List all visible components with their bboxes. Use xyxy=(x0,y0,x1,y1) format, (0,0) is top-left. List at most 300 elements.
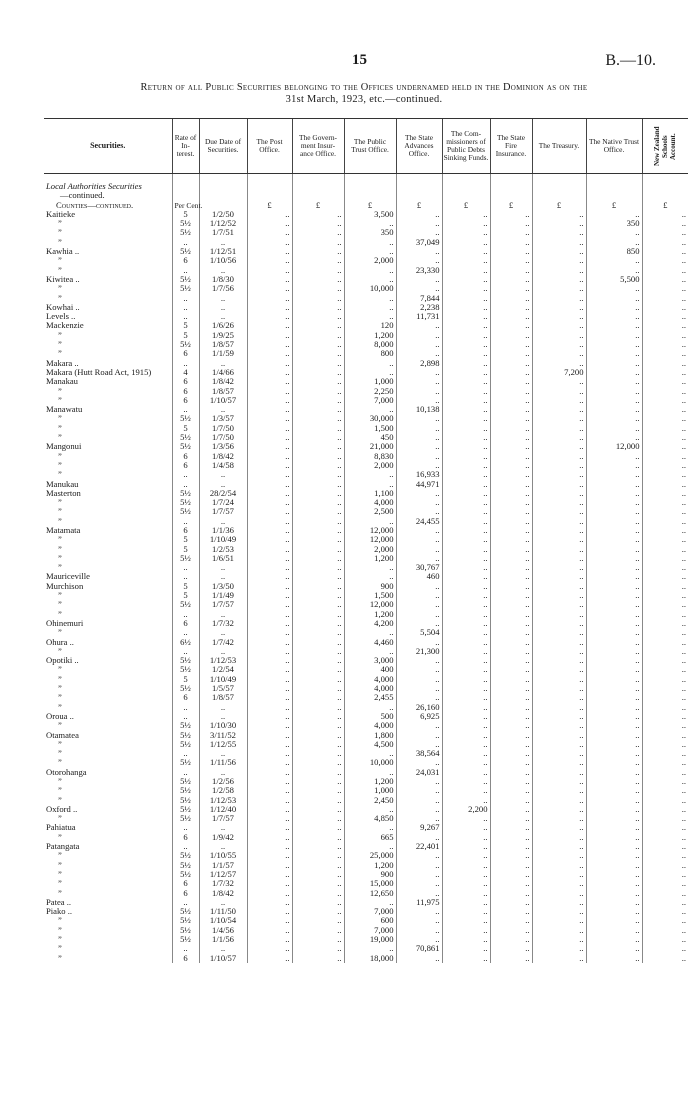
cell-schools-account: .. xyxy=(642,461,688,470)
cell-native-trust: .. xyxy=(586,517,642,526)
cell-treasury: .. xyxy=(532,452,586,461)
cell-state-advances: 24,455 xyxy=(396,517,442,526)
cell-post-office: .. xyxy=(247,442,292,451)
cell-post-office: .. xyxy=(247,805,292,814)
cell-sinking-funds: .. xyxy=(442,935,490,944)
cell-native-trust: .. xyxy=(586,545,642,554)
table-row xyxy=(44,656,688,665)
cell-post-office: .. xyxy=(247,879,292,888)
cell-sinking-funds: .. xyxy=(442,638,490,647)
cell-rate: 5½ xyxy=(172,731,199,740)
cell-state-fire: .. xyxy=(490,563,532,572)
cell-govt-insurance: .. xyxy=(292,498,344,507)
cell-treasury: .. xyxy=(532,517,586,526)
cell-state-advances: .. xyxy=(396,684,442,693)
cell-due-date: 1/5/57 xyxy=(199,684,247,693)
cell-rate: .. xyxy=(172,703,199,712)
cell-security-name: Ohinemuri xyxy=(46,617,84,628)
cell-treasury: .. xyxy=(532,740,586,749)
cell-sinking-funds: .. xyxy=(442,861,490,870)
cell-security-name: Mauriceville xyxy=(46,571,90,582)
table-row xyxy=(44,498,688,507)
cell-security-name: Kawhia .. xyxy=(46,246,80,257)
cell-govt-insurance: .. xyxy=(292,656,344,665)
cell-schools-account: .. xyxy=(642,535,688,544)
cell-schools-account: .. xyxy=(642,731,688,740)
cell-security-name: ” xyxy=(58,831,62,842)
cell-native-trust: .. xyxy=(586,926,642,935)
cell-post-office: .. xyxy=(247,405,292,414)
cell-schools-account: .. xyxy=(642,433,688,442)
cell-native-trust: .. xyxy=(586,312,642,321)
cell-state-fire: .. xyxy=(490,452,532,461)
cell-govt-insurance: .. xyxy=(292,572,344,581)
cell-state-advances: 11,731 xyxy=(396,312,442,321)
cell-due-date: 1/2/54 xyxy=(199,665,247,674)
cell-post-office: .. xyxy=(247,870,292,879)
cell-treasury: .. xyxy=(532,414,586,423)
cell-due-date: .. xyxy=(199,647,247,656)
cell-sinking-funds: .. xyxy=(442,303,490,312)
cell-public-trust: 8,830 xyxy=(344,452,396,461)
cell-security-name: ” xyxy=(58,748,62,759)
cell-rate: .. xyxy=(172,898,199,907)
cell-security-name: ” xyxy=(58,422,62,433)
cell-security-name: ” xyxy=(58,590,62,601)
cell-treasury: .. xyxy=(532,768,586,777)
cell-schools-account: .. xyxy=(642,898,688,907)
cell-state-advances: 26,160 xyxy=(396,703,442,712)
cell-govt-insurance: .. xyxy=(292,786,344,795)
cell-schools-account: .. xyxy=(642,591,688,600)
cell-due-date: 1/7/57 xyxy=(199,814,247,823)
cell-native-trust: .. xyxy=(586,731,642,740)
cell-sinking-funds: .. xyxy=(442,591,490,600)
cell-schools-account: .. xyxy=(642,247,688,256)
cell-rate: .. xyxy=(172,610,199,619)
cell-treasury: .. xyxy=(532,405,586,414)
table-row xyxy=(44,731,688,740)
cell-post-office: .. xyxy=(247,619,292,628)
cell-treasury: .. xyxy=(532,833,586,842)
cell-treasury: .. xyxy=(532,619,586,628)
cell-schools-account: .. xyxy=(642,414,688,423)
cell-state-advances: .. xyxy=(396,675,442,684)
cell-rate: 5½ xyxy=(172,907,199,916)
cell-native-trust: 5,500 xyxy=(586,275,642,284)
cell-rate: .. xyxy=(172,768,199,777)
table-row xyxy=(44,916,688,925)
cell-sinking-funds: .. xyxy=(442,796,490,805)
cell-security-name: ” xyxy=(58,664,62,675)
cell-treasury: .. xyxy=(532,786,586,795)
cell-security-name: ” xyxy=(58,952,62,963)
cell-rate: 5 xyxy=(172,591,199,600)
cell-schools-account: .. xyxy=(642,805,688,814)
cell-post-office: .. xyxy=(247,377,292,386)
cell-sinking-funds: .. xyxy=(442,452,490,461)
cell-state-fire: .. xyxy=(490,703,532,712)
cell-treasury: .. xyxy=(532,944,586,953)
cell-public-trust: .. xyxy=(344,368,396,377)
cell-post-office: .. xyxy=(247,219,292,228)
cell-security-name: ” xyxy=(58,720,62,731)
cell-rate: 6 xyxy=(172,377,199,386)
cell-schools-account: .. xyxy=(642,712,688,721)
cell-state-fire: .. xyxy=(490,275,532,284)
cell-native-trust: .. xyxy=(586,526,642,535)
cell-post-office: .. xyxy=(247,349,292,358)
cell-sinking-funds: .. xyxy=(442,535,490,544)
cell-govt-insurance: .. xyxy=(292,507,344,516)
table-row xyxy=(44,805,688,814)
cell-schools-account: .. xyxy=(642,740,688,749)
cell-govt-insurance: .. xyxy=(292,935,344,944)
cell-rate: 5½ xyxy=(172,777,199,786)
cell-security-name: ” xyxy=(58,776,62,786)
table-row xyxy=(44,452,688,461)
cell-due-date: 1/7/24 xyxy=(199,498,247,507)
cell-sinking-funds: .. xyxy=(442,321,490,330)
cell-state-fire: .. xyxy=(490,833,532,842)
cell-schools-account: .. xyxy=(642,284,688,293)
cell-state-fire: .. xyxy=(490,907,532,916)
cell-rate: .. xyxy=(172,405,199,414)
cell-rate: .. xyxy=(172,238,199,247)
cell-post-office: .. xyxy=(247,526,292,535)
cell-security-name: Levels .. xyxy=(46,311,76,322)
cell-schools-account: .. xyxy=(642,889,688,898)
cell-native-trust: .. xyxy=(586,405,642,414)
cell-due-date: 1/10/55 xyxy=(199,851,247,860)
cell-govt-insurance: .. xyxy=(292,805,344,814)
cell-sinking-funds: .. xyxy=(442,368,490,377)
cell-rate: 5½ xyxy=(172,219,199,228)
cell-native-trust: .. xyxy=(586,898,642,907)
table-row xyxy=(44,749,688,758)
cell-post-office: .. xyxy=(247,842,292,851)
cell-govt-insurance: .. xyxy=(292,359,344,368)
cell-govt-insurance: .. xyxy=(292,619,344,628)
cell-due-date: .. xyxy=(199,749,247,758)
cell-state-advances: .. xyxy=(396,349,442,358)
cell-rate: 5 xyxy=(172,210,199,219)
cell-public-trust: 2,450 xyxy=(344,796,396,805)
cell-state-fire: .. xyxy=(490,368,532,377)
col-header-state-advances: The State Advances Office. xyxy=(396,119,442,174)
cell-rate: 6 xyxy=(172,889,199,898)
cell-govt-insurance: .. xyxy=(292,665,344,674)
cell-post-office: .. xyxy=(247,433,292,442)
table-row xyxy=(44,470,688,479)
unit-govt-insurance: £ xyxy=(292,174,344,210)
cell-govt-insurance: .. xyxy=(292,582,344,591)
cell-public-trust: 400 xyxy=(344,665,396,674)
cell-native-trust: .. xyxy=(586,619,642,628)
cell-native-trust: .. xyxy=(586,935,642,944)
cell-schools-account: .. xyxy=(642,758,688,767)
cell-security-name: ” xyxy=(58,255,62,266)
cell-public-trust: 12,000 xyxy=(344,600,396,609)
table-row xyxy=(44,647,688,656)
cell-schools-account: .. xyxy=(642,210,688,219)
cell-rate: 5½ xyxy=(172,275,199,284)
cell-govt-insurance: .. xyxy=(292,721,344,730)
cell-due-date: 1/6/26 xyxy=(199,321,247,330)
cell-state-advances: .. xyxy=(396,582,442,591)
cell-native-trust: .. xyxy=(586,238,642,247)
cell-public-trust: 2,250 xyxy=(344,387,396,396)
cell-due-date: 1/8/30 xyxy=(199,275,247,284)
cell-post-office: .. xyxy=(247,944,292,953)
cell-post-office: .. xyxy=(247,675,292,684)
cell-post-office: .. xyxy=(247,582,292,591)
cell-state-advances: .. xyxy=(396,554,442,563)
cell-rate: 5½ xyxy=(172,796,199,805)
cell-state-advances: 10,138 xyxy=(396,405,442,414)
cell-sinking-funds: .. xyxy=(442,517,490,526)
cell-sinking-funds: .. xyxy=(442,582,490,591)
cell-state-advances: .. xyxy=(396,619,442,628)
cell-state-advances: .. xyxy=(396,247,442,256)
cell-state-fire: .. xyxy=(490,712,532,721)
cell-state-fire: .. xyxy=(490,312,532,321)
cell-due-date: 1/7/42 xyxy=(199,638,247,647)
cell-state-advances: .. xyxy=(396,916,442,925)
cell-post-office: .. xyxy=(247,777,292,786)
cell-rate: 6 xyxy=(172,452,199,461)
cell-security-name: Opotiki .. xyxy=(46,655,79,666)
page-title xyxy=(44,82,684,106)
cell-govt-insurance: .. xyxy=(292,294,344,303)
cell-native-trust: .. xyxy=(586,712,642,721)
table-row xyxy=(44,935,688,944)
cell-public-trust: 10,000 xyxy=(344,758,396,767)
cell-post-office: .. xyxy=(247,312,292,321)
cell-govt-insurance: .. xyxy=(292,554,344,563)
cell-govt-insurance: .. xyxy=(292,916,344,925)
table-row xyxy=(44,238,688,247)
cell-sinking-funds: .. xyxy=(442,405,490,414)
cell-native-trust: .. xyxy=(586,572,642,581)
cell-native-trust: .. xyxy=(586,665,642,674)
table-row xyxy=(44,851,688,860)
cell-due-date: 1/4/66 xyxy=(199,368,247,377)
cell-schools-account: .. xyxy=(642,572,688,581)
cell-schools-account: .. xyxy=(642,396,688,405)
cell-public-trust: 1,000 xyxy=(344,786,396,795)
cell-state-advances: .. xyxy=(396,926,442,935)
cell-schools-account: .. xyxy=(642,452,688,461)
cell-treasury: .. xyxy=(532,461,586,470)
cell-post-office: .. xyxy=(247,833,292,842)
cell-due-date: 1/4/56 xyxy=(199,926,247,935)
cell-sinking-funds: .. xyxy=(442,916,490,925)
cell-security-name: ” xyxy=(58,878,62,889)
table-row xyxy=(44,507,688,516)
cell-govt-insurance: .. xyxy=(292,814,344,823)
cell-public-trust: .. xyxy=(344,805,396,814)
table-row xyxy=(44,879,688,888)
cell-rate: 5½ xyxy=(172,414,199,423)
section-heading-continued: —continued. xyxy=(60,190,105,201)
cell-public-trust: 500 xyxy=(344,712,396,721)
cell-state-advances: .. xyxy=(396,610,442,619)
cell-due-date: 1/2/56 xyxy=(199,777,247,786)
cell-rate: .. xyxy=(172,647,199,656)
cell-post-office: .. xyxy=(247,340,292,349)
cell-rate: 6 xyxy=(172,693,199,702)
cell-public-trust: 800 xyxy=(344,349,396,358)
cell-treasury: .. xyxy=(532,331,586,340)
cell-sinking-funds: 2,200 xyxy=(442,805,490,814)
cell-public-trust: 7,000 xyxy=(344,396,396,405)
cell-state-fire: .. xyxy=(490,266,532,275)
cell-security-name: ” xyxy=(58,506,62,517)
cell-due-date: 1/11/56 xyxy=(199,758,247,767)
cell-public-trust: 450 xyxy=(344,433,396,442)
cell-rate: 6 xyxy=(172,526,199,535)
table-row xyxy=(44,517,688,526)
cell-schools-account: .. xyxy=(642,879,688,888)
cell-public-trust: 1,500 xyxy=(344,591,396,600)
cell-govt-insurance: .. xyxy=(292,331,344,340)
cell-schools-account: .. xyxy=(642,368,688,377)
cell-sinking-funds: .. xyxy=(442,814,490,823)
cell-rate: 5 xyxy=(172,675,199,684)
cell-post-office: .. xyxy=(247,703,292,712)
cell-state-fire: .. xyxy=(490,600,532,609)
cell-public-trust: 2,000 xyxy=(344,256,396,265)
cell-native-trust: .. xyxy=(586,628,642,637)
cell-security-name: Manakau xyxy=(46,376,78,387)
cell-govt-insurance: .. xyxy=(292,926,344,935)
cell-due-date: .. xyxy=(199,572,247,581)
cell-public-trust: .. xyxy=(344,572,396,581)
cell-due-date: 1/1/36 xyxy=(199,526,247,535)
cell-due-date: .. xyxy=(199,517,247,526)
cell-due-date: 1/8/42 xyxy=(199,889,247,898)
cell-rate: 4 xyxy=(172,368,199,377)
cell-native-trust: .. xyxy=(586,396,642,405)
cell-post-office: .. xyxy=(247,387,292,396)
cell-post-office: .. xyxy=(247,693,292,702)
cell-state-advances: .. xyxy=(396,498,442,507)
cell-post-office: .. xyxy=(247,572,292,581)
cell-treasury: .. xyxy=(532,851,586,860)
cell-govt-insurance: .. xyxy=(292,740,344,749)
cell-govt-insurance: .. xyxy=(292,452,344,461)
cell-treasury: .. xyxy=(532,656,586,665)
cell-public-trust: 3,000 xyxy=(344,656,396,665)
cell-public-trust: 7,000 xyxy=(344,907,396,916)
cell-state-fire: .. xyxy=(490,870,532,879)
cell-state-fire: .. xyxy=(490,507,532,516)
cell-govt-insurance: .. xyxy=(292,247,344,256)
cell-security-name: ” xyxy=(58,915,62,926)
cell-due-date: 1/10/57 xyxy=(199,954,247,963)
cell-native-trust: .. xyxy=(586,786,642,795)
cell-treasury: .. xyxy=(532,582,586,591)
cell-native-trust: .. xyxy=(586,368,642,377)
cell-govt-insurance: .. xyxy=(292,461,344,470)
cell-schools-account: .. xyxy=(642,507,688,516)
cell-native-trust: 12,000 xyxy=(586,442,642,451)
cell-security-name: Patangata xyxy=(46,841,80,852)
cell-schools-account: .. xyxy=(642,749,688,758)
cell-rate: .. xyxy=(172,480,199,489)
cell-govt-insurance: .. xyxy=(292,321,344,330)
cell-post-office: .. xyxy=(247,712,292,721)
cell-public-trust: 350 xyxy=(344,228,396,237)
cell-due-date: 1/8/57 xyxy=(199,693,247,702)
cell-schools-account: .. xyxy=(642,340,688,349)
cell-schools-account: .. xyxy=(642,480,688,489)
cell-state-advances: .. xyxy=(396,331,442,340)
cell-rate: 5½ xyxy=(172,284,199,293)
cell-security-name: ” xyxy=(58,943,62,954)
cell-sinking-funds: .. xyxy=(442,926,490,935)
cell-sinking-funds: .. xyxy=(442,572,490,581)
cell-sinking-funds: .. xyxy=(442,870,490,879)
cell-public-trust: 1,100 xyxy=(344,489,396,498)
cell-public-trust: 2,000 xyxy=(344,461,396,470)
cell-due-date: 1/10/49 xyxy=(199,675,247,684)
table-row xyxy=(44,693,688,702)
cell-treasury: .. xyxy=(532,470,586,479)
cell-govt-insurance: .. xyxy=(292,340,344,349)
cell-rate: .. xyxy=(172,359,199,368)
cell-native-trust: .. xyxy=(586,452,642,461)
col-header-native-trust: The Native Trust Office. xyxy=(586,119,642,174)
cell-schools-account: .. xyxy=(642,703,688,712)
cell-treasury: .. xyxy=(532,359,586,368)
cell-treasury: .. xyxy=(532,879,586,888)
cell-state-fire: .. xyxy=(490,340,532,349)
cell-state-advances: .. xyxy=(396,889,442,898)
cell-treasury: .. xyxy=(532,294,586,303)
cell-govt-insurance: .. xyxy=(292,535,344,544)
table-row xyxy=(44,433,688,442)
cell-due-date: .. xyxy=(199,712,247,721)
col-header-securities: Securities. xyxy=(44,119,172,174)
cell-native-trust: .. xyxy=(586,563,642,572)
cell-state-fire: .. xyxy=(490,284,532,293)
col-header-govt-insurance: The Govern- ment Insur- ance Office. xyxy=(292,119,344,174)
col-header-post-office: The Post Office. xyxy=(247,119,292,174)
cell-native-trust: .. xyxy=(586,284,642,293)
cell-schools-account: .. xyxy=(642,228,688,237)
cell-security-name: Matamata xyxy=(46,524,81,535)
cell-public-trust: .. xyxy=(344,266,396,275)
table-row xyxy=(44,266,688,275)
cell-treasury: .. xyxy=(532,377,586,386)
cell-schools-account: .. xyxy=(642,610,688,619)
cell-security-name: ” xyxy=(58,543,62,554)
cell-post-office: .. xyxy=(247,266,292,275)
cell-post-office: .. xyxy=(247,796,292,805)
cell-native-trust: .. xyxy=(586,889,642,898)
cell-native-trust: .. xyxy=(586,916,642,925)
cell-post-office: .. xyxy=(247,517,292,526)
table-row xyxy=(44,610,688,619)
cell-schools-account: .. xyxy=(642,219,688,228)
cell-state-advances: .. xyxy=(396,507,442,516)
table-row xyxy=(44,563,688,572)
cell-schools-account: .. xyxy=(642,954,688,963)
cell-rate: 6½ xyxy=(172,638,199,647)
cell-rate: 5½ xyxy=(172,507,199,516)
